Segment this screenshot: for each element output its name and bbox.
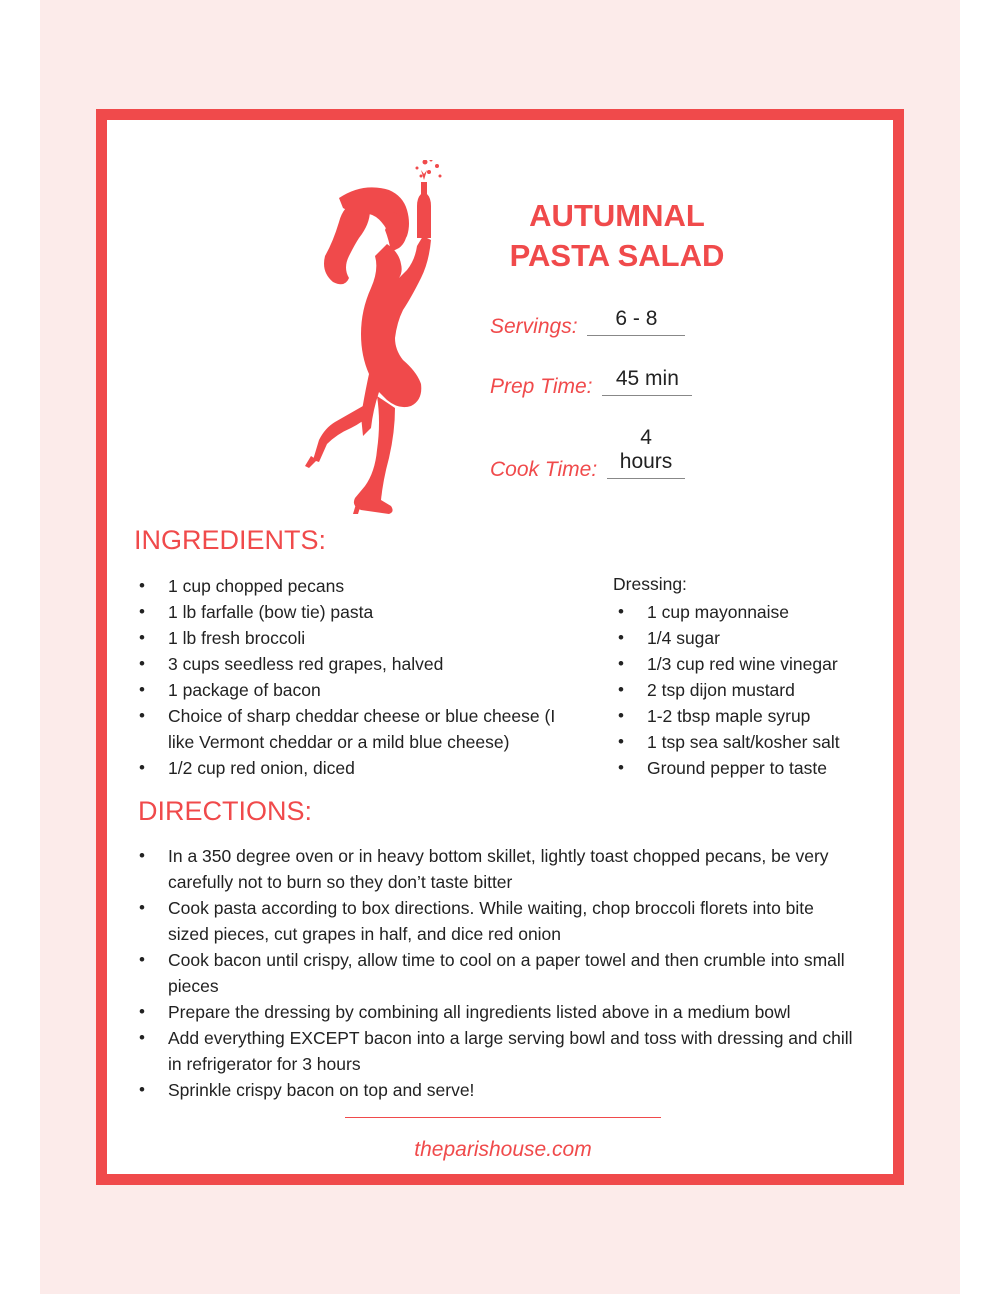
cook-time-value: 4 hours xyxy=(607,426,685,479)
dressing-item: • 1 tsp sea salt/kosher salt xyxy=(613,729,893,755)
ingredient-item: • 1 package of bacon xyxy=(134,677,584,703)
recipe-card xyxy=(96,109,904,1185)
servings-value: 6 - 8 xyxy=(587,307,685,336)
direction-step: • Sprinkle crispy bacon on top and serve! xyxy=(134,1077,854,1103)
direction-step: • Prepare the dressing by combining all ingredients listed above in a medium bowl xyxy=(134,999,854,1025)
dressing-item: • 1/4 sugar xyxy=(613,625,893,651)
ingredient-item: • 3 cups seedless red grapes, halved xyxy=(134,651,584,677)
recipe-title xyxy=(467,196,767,276)
direction-step: • Add everything EXCEPT bacon into a large serving bowl and toss with dressing and chill in refrigerator for 3 hours xyxy=(134,1025,854,1077)
dressing-list xyxy=(613,599,893,781)
recipe-title-line-2: PASTA SALAD xyxy=(509,238,725,273)
ingredient-item: • Choice of sharp cheddar cheese or blue cheese (I like Vermont cheddar or a mild blue cheese) xyxy=(134,703,584,755)
footer-website-link[interactable]: theparishouse.com xyxy=(414,1138,592,1161)
dressing-item: • 2 tsp dijon mustard xyxy=(613,677,893,703)
dressing-item: • Ground pepper to taste xyxy=(613,755,893,781)
prep-time-label: Prep Time: xyxy=(490,375,593,398)
cook-time-label: Cook Time: xyxy=(490,458,598,481)
recipe-title-line-1: AUTUMNAL xyxy=(529,198,705,233)
ingredient-item: • 1/2 cup red onion, diced xyxy=(134,755,584,781)
direction-step: • In a 350 degree oven or in heavy bottom skillet, lightly toast chopped pecans, be very carefully not to burn so they don’t taste bitter xyxy=(134,843,854,895)
directions-heading: DIRECTIONS: xyxy=(138,796,313,826)
ingredients-list xyxy=(134,573,584,781)
direction-step: • Cook pasta according to box directions. While waiting, chop broccoli florets into bite sized pieces, cut grapes in half, and dice red onion xyxy=(134,895,854,947)
servings-label: Servings: xyxy=(490,315,578,338)
dressing-label: Dressing: xyxy=(613,574,687,594)
direction-step: • Cook bacon until crispy, allow time to cool on a paper towel and then crumble into small pieces xyxy=(134,947,854,999)
directions-list xyxy=(134,843,854,1103)
ingredient-item: • 1 lb fresh broccoli xyxy=(134,625,584,651)
footer-divider xyxy=(345,1117,661,1118)
dressing-item: • 1 cup mayonnaise xyxy=(613,599,893,625)
servings-row xyxy=(490,307,685,344)
woman-silhouette-with-champagne-icon xyxy=(303,160,463,515)
dressing-item: • 1/3 cup red wine vinegar xyxy=(613,651,893,677)
ingredients-heading: INGREDIENTS: xyxy=(134,525,327,555)
prep-time-row xyxy=(490,367,692,404)
prep-time-value: 45 min xyxy=(602,367,692,396)
ingredient-item: • 1 cup chopped pecans xyxy=(134,573,584,599)
cook-time-row xyxy=(490,426,685,487)
ingredient-item: • 1 lb farfalle (bow tie) pasta xyxy=(134,599,584,625)
dressing-item: • 1-2 tbsp maple syrup xyxy=(613,703,893,729)
